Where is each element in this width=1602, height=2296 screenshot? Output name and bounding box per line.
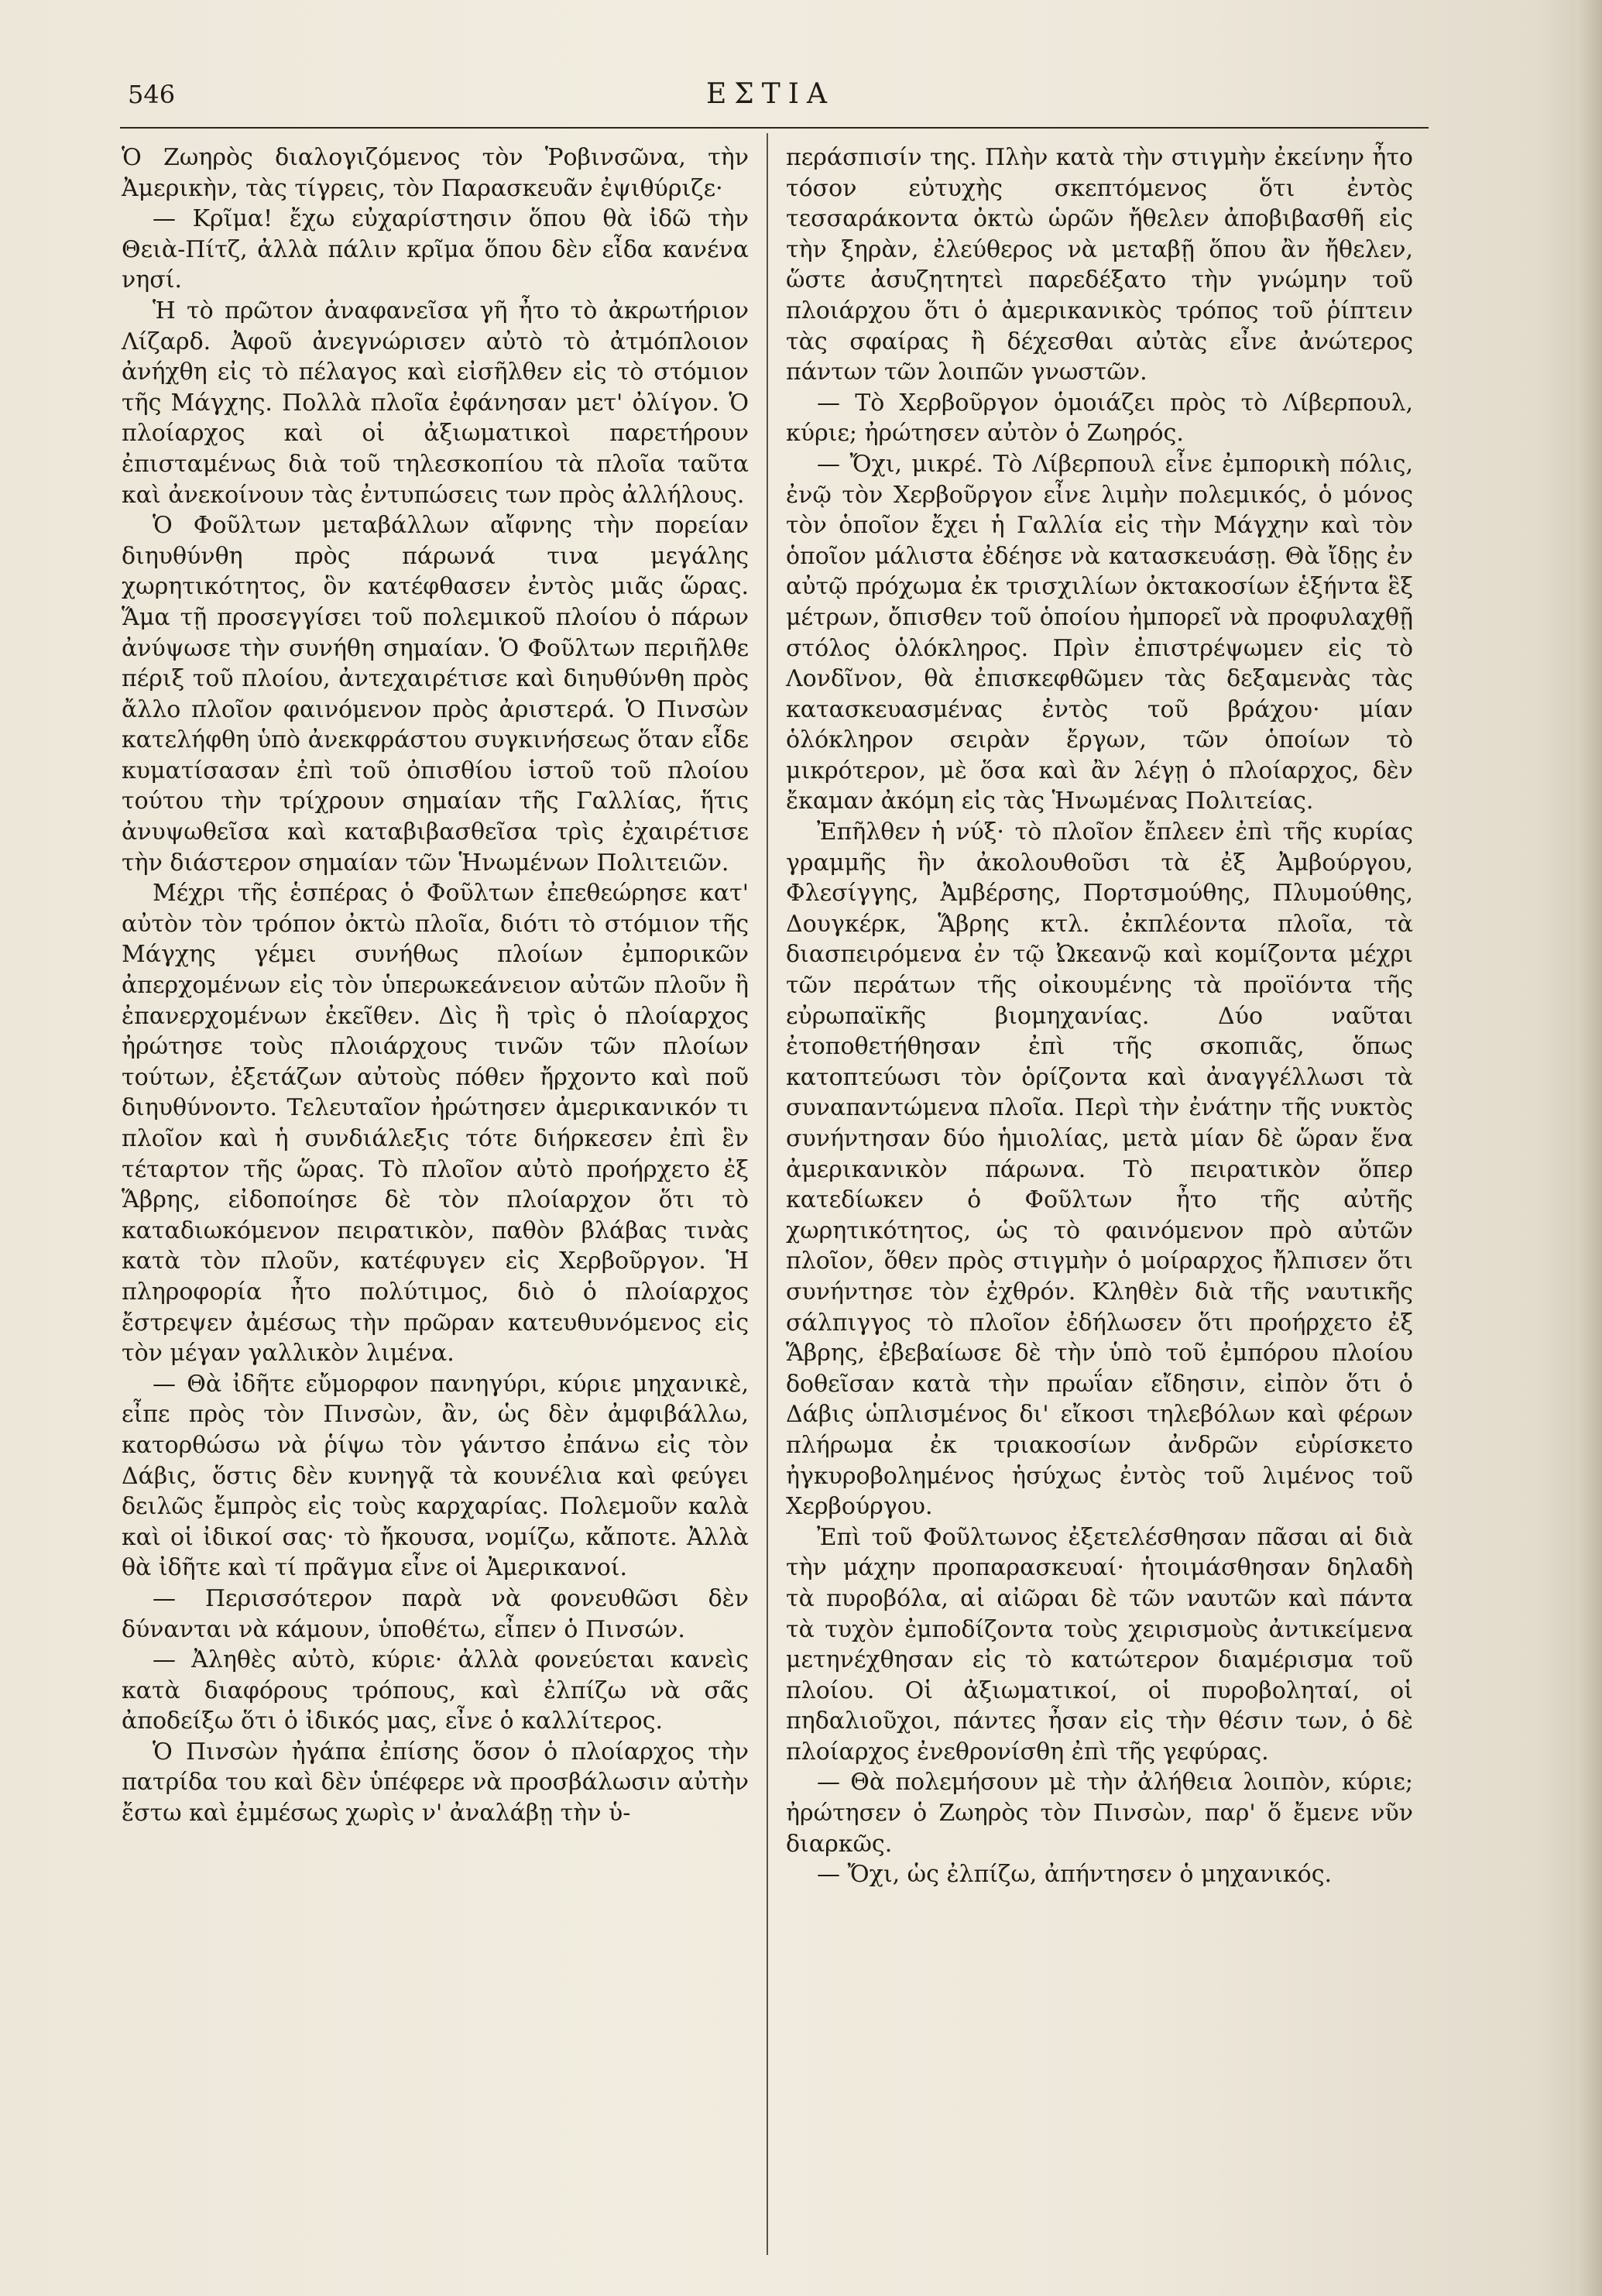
running-title: ΕΣΤΙΑ — [706, 78, 835, 110]
paragraph: περάσπισίν της. Πλὴν κατὰ τὴν στιγμὴν ἐκείνην ἦτο τόσον εὐτυχὴς σκεπτόμενος ὅτι ἐντὸς τεσσαράκοντα ὀκτὼ ὡρῶν ἤθελεν ἀποβιβασθῆ εἰς τὴν ξηρὰν, ἐλεύθερος νὰ μεταβῇ ὅπου ἂν ἤθελεν, ὥστε ἀσυζητητεὶ παρεδέξατο τὴν γνώμην τοῦ πλοιάρχου ὅτι ὁ ἀμερικανικὸς τρόπος τοῦ ῥίπτειν τὰς σφαίρας ἢ δέχεσθαι αὐτὰς εἶνε ἀνώτερος πάντων τῶν λοιπῶν γνωστῶν. — [786, 144, 1413, 386]
paragraph: Ὁ Φοῦλτων μεταβάλλων αἴφνης τὴν πορείαν διηυθύνθη πρὸς πάρωνά τινα μεγάλης χωρητικότητος, ὃν κατέφθασεν ἐντὸς μιᾶς ὥρας. Ἅμα τῇ προσεγγίσει τοῦ πολεμικοῦ πλοίου ὁ πάρων ἀνύψωσε τὴν συνήθη σημαίαν. Ὁ Φοῦλτων περιῆλθε πέριξ τοῦ πλοίου, ἀντεχαιρέτισε καὶ διηυθύνθη πρὸς ἄλλο πλοῖον φαινόμενον πρὸς ἀριστερά. Ὁ Πινσὼν κατελήφθη ὑπὸ ἀνεκφράστου συγκινήσεως ὅταν εἶδε κυματίσασαν ἐπὶ τοῦ ὀπισθίου ἱστοῦ τοῦ πλοίου τούτου τὴν τρίχρουν σημαίαν τῆς Γαλλίας, ἥτις ἀνυψωθεῖσα καὶ καταβιβασθεῖσα τρὶς ἐχαιρέτισε τὴν διάστερον σημαίαν τῶν Ἡνωμένων Πολιτειῶν. — [122, 512, 749, 877]
page-number: 546 — [128, 80, 176, 109]
paragraph: Ἡ τὸ πρῶτον ἀναφανεῖσα γῆ ἦτο τὸ ἀκρωτήριον Λίζαρδ. Ἀφοῦ ἀνεγνώρισεν αὐτὸ τὸ ἀτμόπλοιον ἀνήχθη εἰς τὸ πέλαγος καὶ εἰσῆλθεν εἰς τὸ στόμιον τῆς Μάγχης. Πολλὰ πλοῖα ἐφάνησαν μετ' ὀλίγον. Ὁ πλοίαρχος καὶ οἱ ἀξιωματικοὶ παρετήρουν ἐπισταμένως διὰ τοῦ τηλεσκοπίου τὰ πλοῖα ταῦτα καὶ ἀνεκοίνουν τὰς ἐντυπώσεις των πρὸς ἀλλήλους. — [122, 297, 749, 509]
paragraph: — Θὰ πολεμήσουν μὲ τὴν ἀλήθεια λοιπὸν, κύριε; ἠρώτησεν ὁ Ζωηρὸς τὸν Πινσὼν, παρ' ὅ ἔμενε νῦν διαρκῶς. — [786, 1769, 1413, 1858]
page-edge-shadow — [1576, 0, 1602, 2296]
paragraph: — Ἀληθὲς αὐτὸ, κύριε· ἀλλὰ φονεύεται κανεὶς κατὰ διαφόρους τρόπους, καὶ ἐλπίζω νὰ σᾶς ἀποδείξω ὅτι ὁ ἰδικός μας, εἶνε ὁ καλλίτερος. — [122, 1646, 749, 1735]
header-rule — [120, 127, 1429, 129]
paragraph: Ἐπὶ τοῦ Φοῦλτωνος ἐξετελέσθησαν πᾶσαι αἱ διὰ τὴν μάχην προπαρασκευαί· ἡτοιμάσθησαν δηλαδὴ τὰ πυροβόλα, αἱ αἰῶραι δὲ τῶν ναυτῶν καὶ πάντα τὰ τυχὸν ἐμποδίζοντα τοὺς χειρισμοὺς ἀντικείμενα μετηνέχθησαν εἰς τὸ κατώτερον διαμέρισμα τοῦ πλοίου. Οἱ ἀξιωματικοί, οἱ πυροβοληταί, οἱ πηδαλιοῦχοι, πάντες ἦσαν εἰς τὴν θέσιν των, ὁ δὲ πλοίαρχος ἐνεθρονίσθη ἐπὶ τῆς γεφύρας. — [786, 1523, 1413, 1766]
paragraph: Ὁ Ζωηρὸς διαλογιζόμενος τὸν Ῥοβινσῶνα, τὴν Ἀμερικὴν, τὰς τίγρεις, τὸν Παρασκευᾶν ἐψιθύριζε· — [122, 144, 749, 202]
page-header — [120, 74, 1421, 117]
left-column — [122, 142, 749, 1829]
paragraph: — Θὰ ἰδῆτε εὔμορφον πανηγύρι, κύριε μηχανικὲ, εἶπε πρὸς τὸν Πινσὼν, ἂν, ὡς δὲν ἀμφιβάλλω, κατορθώσω νὰ ῥίψω τὸν γάντσο ἐπάνω εἰς τὸν Δάβις, ὅστις δὲν κυνηγᾷ τὰ κουνέλια καὶ φεύγει δειλῶς ἔμπρὸς εἰς τοὺς καρχαρίας. Πολεμοῦν καλὰ καὶ οἱ ἰδικοί σας· τὸ ἤκουσα, νομίζω, κἄποτε. Ἀλλὰ θὰ ἰδῆτε καὶ τί πρᾶγμα εἶνε οἱ Ἀμερικανοί. — [122, 1370, 749, 1582]
paragraph: — Ὄχι, μικρέ. Τὸ Λίβερπουλ εἶνε ἐμπορικὴ πόλις, ἐνῷ τὸν Χερβοῦργον εἶνε λιμὴν πολεμικός, ὁ μόνος τὸν ὁποῖον ἔχει ἡ Γαλλία εἰς τὴν Μάγχην καὶ τὸν ὁποῖον μάλιστα ἐδέησε νὰ κατασκευάσῃ. Θὰ ἴδῃς ἐν αὐτῷ πρόχωμα ἐκ τρισχιλίων ὀκτακοσίων ἑξήντα ἓξ μέτρων, ὄπισθεν τοῦ ὁποίου ἠμπορεῖ νὰ προφυλαχθῇ στόλος ὁλόκληρος. Πρὶν ἐπιστρέψωμεν εἰς τὸ Λονδῖνον, θὰ ἐπισκεφθῶμεν τὰς δεξαμενὰς τὰς κατασκευασμένας ἐντὸς τοῦ βράχου· μίαν ὁλόκληρον σειρὰν ἔργων, τῶν ὁποίων τὸ μικρότερον, μὲ ὅσα καὶ ἂν λέγῃ ὁ πλοίαρχος, δὲν ἔκαμαν ἀκόμη εἰς τὰς Ἡνωμένας Πολιτείας. — [786, 450, 1413, 815]
paragraph: — Τὸ Χερβοῦργον ὁμοιάζει πρὸς τὸ Λίβερπουλ, κύριε; ἠρώτησεν αὐτὸν ὁ Ζωηρός. — [786, 389, 1413, 448]
paragraph: Ἐπῆλθεν ἡ νύξ· τὸ πλοῖον ἔπλεεν ἐπὶ τῆς κυρίας γραμμῆς ἣν ἀκολουθοῦσι τὰ ἐξ Ἀμβούργου, Φλεσίγγης, Ἀμβέρσης, Πορτσμούθης, Πλυμούθης, Δουγκέρκ, Ἅβρης κτλ. ἐκπλέοντα πλοῖα, τὰ διασπειρόμενα ἐν τῷ Ὠκεανῷ καὶ κομίζοντα μέχρι τῶν περάτων τῆς οἰκουμένης τὰ προϊόντα τῆς εὐρωπαϊκῆς βιομηχανίας. Δύο ναῦται ἐτοποθετήθησαν ἐπὶ τῆς σκοπιᾶς, ὅπως κατοπτεύωσι τὸν ὁρίζοντα καὶ ἀναγγέλλωσι τὰ συναπαντώμενα πλοῖα. Περὶ τὴν ἐνάτην τῆς νυκτὸς συνήντησαν δύο ἡμιολίας, μετὰ μίαν δὲ ὥραν ἕνα ἀμερικανικὸν πάρωνα. Τὸ πειρατικὸν ὅπερ κατεδίωκεν ὁ Φοῦλτων ἦτο τῆς αὐτῆς χωρητικότητος, ὡς τὸ φαινόμενον πρὸ αὐτῶν πλοῖον, ὅθεν πρὸς στιγμὴν ὁ μοίραρχος ἤλπισεν ὅτι συνήντησε τὸν ἐχθρόν. Κληθὲν διὰ τῆς ναυτικῆς σάλπιγγος τὸ πλοῖον ἐδήλωσεν ὅτι προήρχετο ἐξ Ἅβρης, ἐβεβαίωσε δὲ τὴν ὑπὸ τοῦ ἐμπόρου πλοίου δοθεῖσαν κατὰ τὴν πρωΐαν εἴδησιν, εἰπὸν ὅτι ὁ Δάβις ὡπλισμένος δι' εἴκοσι τηλεβόλων καὶ φέρων πλήρωμα ἐκ τριακοσίων ἀνδρῶν εὑρίσκετο ἠγκυροβολημένος ἡσύχως ἐντὸς τοῦ λιμένος τοῦ Χερβούργου. — [786, 819, 1413, 1521]
column-divider — [767, 133, 768, 2255]
paragraph: — Περισσότερον παρὰ νὰ φονευθῶσι δὲν δύνανται νὰ κάμουν, ὑποθέτω, εἶπεν ὁ Πινσών. — [122, 1584, 749, 1643]
paragraph: — Κρῖμα! ἔχω εὐχαρίστησιν ὅπου θὰ ἰδῶ τὴν Θειὰ-Πίτζ, ἀλλὰ πάλιν κρῖμα ὅπου δὲν εἶδα κανένα νησί. — [122, 205, 749, 294]
paragraph: Ὁ Πινσὼν ἠγάπα ἐπίσης ὅσον ὁ πλοίαρχος τὴν πατρίδα του καὶ δὲν ὑπέφερε νὰ προσβάλωσιν αὐτὴν ἔστω καὶ ἐμμέσως χωρὶς ν' ἀναλάβῃ τὴν ὑ- — [122, 1738, 749, 1828]
paragraph: — Ὄχι, ὡς ἐλπίζω, ἀπήντησεν ὁ μηχανικός. — [817, 1861, 1333, 1889]
paragraph: Μέχρι τῆς ἑσπέρας ὁ Φοῦλτων ἐπεθεώρησε κατ' αὐτὸν τὸν τρόπον ὀκτὼ πλοῖα, διότι τὸ στόμιον τῆς Μάγχης γέμει συνήθως πλοίων ἐμπορικῶν ἀπερχομένων εἰς τὸν ὑπερωκεάνειον αὐτῶν πλοῦν ἢ ἐπανερχομένων ἐκεῖθεν. Δὶς ἢ τρὶς ὁ πλοίαρχος ἠρώτησε τοὺς πλοιάρχους τινῶν τῶν πλοίων τούτων, ἐξετάζων αὐτοὺς πόθεν ἤρχοντο καὶ ποῦ διηυθύνοντο. Τελευταῖον ἠρώτησεν ἀμερικανικόν τι πλοῖον καὶ ἡ συνδιάλεξις τότε διήρκεσεν ἐπὶ ἓν τέταρτον τῆς ὥρας. Τὸ πλοῖον αὐτὸ προήρχετο ἐξ Ἅβρης, εἰδοποίησε δὲ τὸν πλοίαρχον ὅτι τὸ καταδιωκόμενον πειρατικὸν, παθὸν βλάβας τινὰς κατὰ τὸν πλοῦν, κατέφυγεν εἰς Χερβοῦργον. Ἡ πληροφορία ἦτο πολύτιμος, διὸ ὁ πλοίαρχος ἔστρεψεν ἀμέσως τὴν πρῶραν κατευθυνόμενος εἰς τὸν μέγαν γαλλικὸν λιμένα. — [122, 880, 749, 1368]
right-column — [786, 142, 1413, 1890]
